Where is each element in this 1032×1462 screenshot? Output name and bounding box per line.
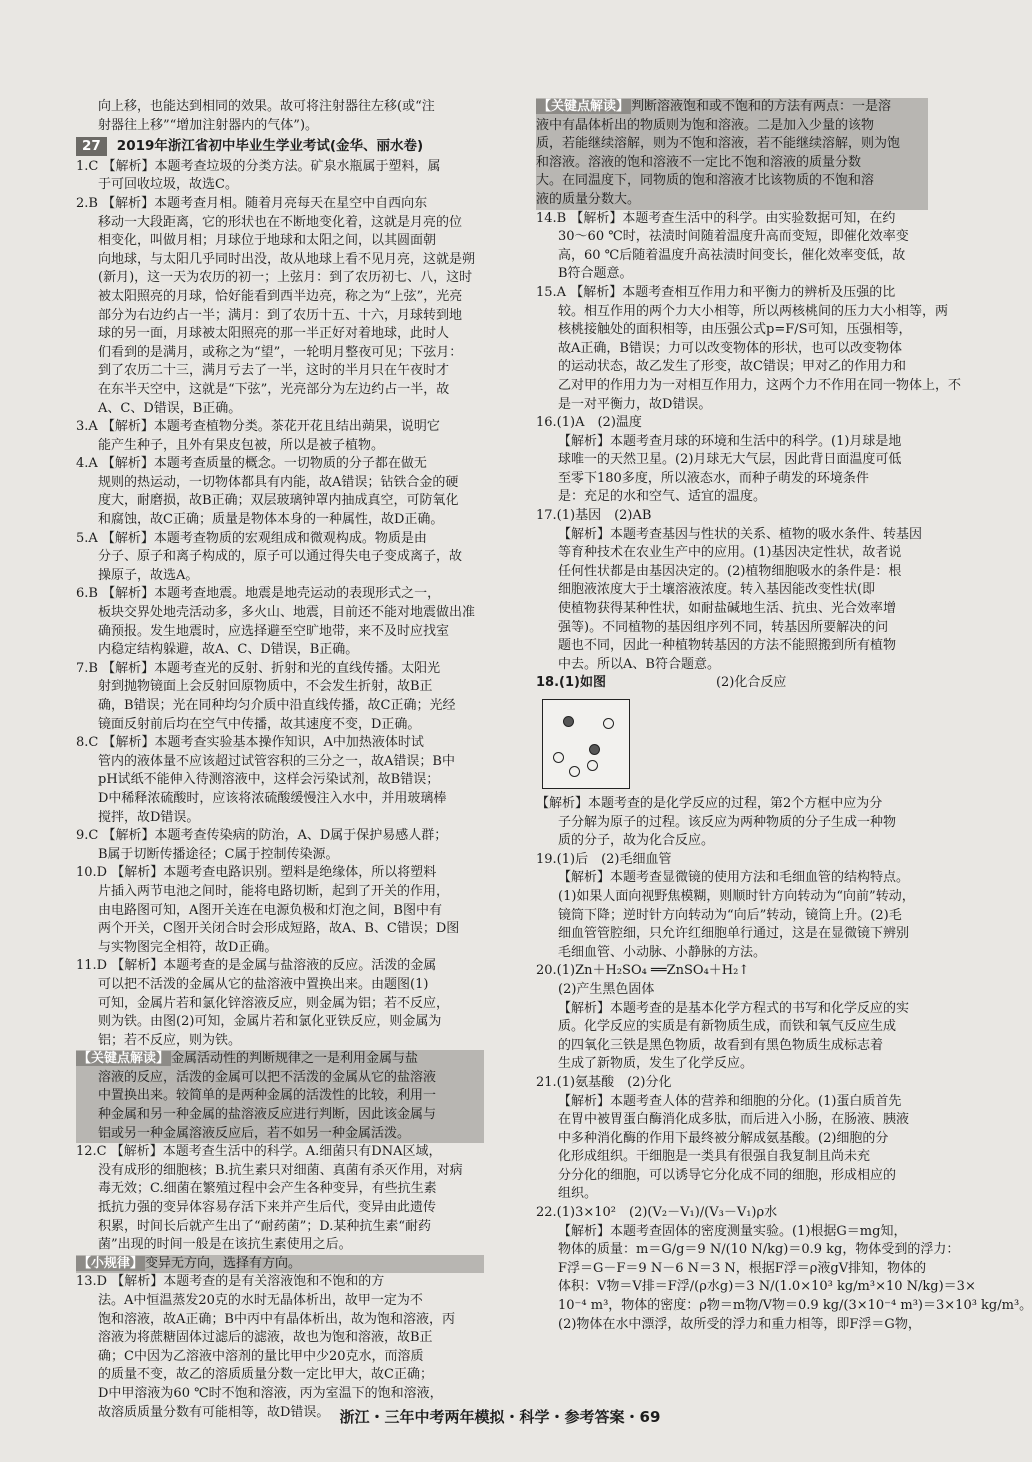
answer-line	[76, 362, 484, 381]
answer-line	[76, 1329, 484, 1348]
key-point-line	[76, 1087, 484, 1106]
answer-line	[76, 1292, 484, 1311]
line-text: pH试纸不能伸入待测溶液中，这样会污染试剂，故B错误；	[98, 772, 440, 788]
line-text: 体积：V物＝V排＝F浮/(ρ水g)＝3 N/(1.0×10³ kg/m³×10 N/kg)＝3×	[558, 1279, 976, 1295]
line-text: 抵抗力强的变异体容易存活下来并产生后代，变异由此遗传	[98, 1200, 437, 1216]
line-text: 向上移，也能达到相同的效果。故可将注射器往左移(或“注	[98, 99, 435, 114]
key-point-tag: 【小规律】	[78, 1255, 144, 1271]
answer-line	[76, 325, 484, 344]
line-text: 高，60 ℃后随着温度升高祛渍时间变长，催化效率变低，故	[558, 247, 906, 263]
answer-line	[76, 288, 484, 307]
line-text: 镜筒下降；逆时针方向转动为“向后”转动，镜筒上升。(2)毛	[558, 907, 902, 923]
line-text: 射器往上移”“增加注射器内的气体”)。	[98, 117, 319, 133]
answer-line	[76, 1162, 484, 1181]
line-text: 20.(1)Zn＋H₂SO₄ ══ZnSO₄＋H₂↑	[536, 963, 750, 979]
answer-line	[76, 976, 484, 995]
line-text: 10.D 【解析】本题考查电路识别。塑料是绝缘体，所以将塑料	[76, 865, 437, 881]
line-text: 可以把不活泼的金属从它的盐溶液中置换出来。由题图(1)	[98, 976, 429, 992]
answer-line	[536, 526, 928, 545]
line-text: B符合题意。	[558, 266, 633, 282]
answer-line	[536, 1074, 928, 1093]
right-column	[536, 98, 1032, 1334]
line-text: 质，若能继续溶解，则为不饱和溶液，若不能继续溶解，则为饱	[536, 136, 901, 152]
answer-line	[536, 962, 928, 981]
answer-line	[536, 1260, 928, 1279]
line-text: 毒无效；C.细菌在繁殖过程中会产生各种变异，有些抗生素	[98, 1181, 437, 1197]
answer-line	[76, 957, 484, 976]
line-text: 2.B 【解析】本题考查月相。随着月亮每天在星空中自西向东	[76, 195, 428, 211]
key-point-tag: 【关键点解读】	[538, 99, 630, 114]
answer-line	[536, 210, 928, 229]
answer-line	[536, 869, 928, 888]
answer-line	[536, 303, 949, 322]
answer-line	[536, 925, 928, 944]
answer-line	[536, 321, 928, 340]
line-text: 确；C中因为乙溶液中溶剂的量比甲中少20克水，而溶质	[98, 1348, 424, 1364]
answer-line	[536, 1167, 928, 1186]
line-text: 22.(1)3×10² (2)(V₂－V₁)/(V₃－V₁)ρ水	[536, 1205, 778, 1221]
answer-line	[76, 455, 484, 474]
answer-line	[76, 344, 484, 363]
key-point-line	[76, 1125, 484, 1144]
key-point-line	[76, 1106, 484, 1125]
line-text: 【解析】本题考查固体的密度测量实验。(1)根据G＝mg知，	[558, 1223, 907, 1239]
line-text: 移动一大段距离，它的形状也在不断地变化着，这就是月亮的位	[98, 214, 463, 230]
line-text: 【解析】本题考查的是化学反应的过程，第2个方框中应为分	[536, 796, 883, 811]
line-text: 质的分子，故为化合反应。	[558, 833, 715, 849]
answer-line	[76, 809, 484, 828]
line-text: 球的另一面，月球被太阳照亮的那一半正好对着地球，此时人	[98, 326, 450, 342]
key-point-line	[536, 98, 928, 117]
answer-line	[76, 1348, 484, 1367]
answer-line	[76, 474, 484, 493]
answer-line	[76, 1218, 484, 1237]
line-text: 较。相互作用的两个力大小相等，所以两核桃间的压力大小相等，两	[558, 303, 949, 319]
answer-line	[536, 907, 928, 926]
atom-hollow-icon	[587, 760, 598, 771]
line-text: 相变化，叫做月相；月球位于地球和太阳之间，以其圆面朝	[98, 233, 437, 249]
line-text: 大。在同温度下，同物质的饱和溶液才比该物质的不饱和溶	[536, 173, 875, 189]
answer-line	[536, 619, 928, 638]
key-point-tag: 【关键点解读】	[78, 1051, 170, 1067]
answer-line	[76, 307, 484, 326]
section-heading	[76, 137, 484, 156]
answer-line	[76, 251, 484, 270]
answer-line	[536, 637, 928, 656]
answer-line	[76, 1385, 484, 1404]
line-text: 子分解为原子的过程。该反应为两种物质的分子生成一种物	[558, 814, 897, 830]
answer-line	[536, 581, 928, 600]
line-text: 任何性状都是由基因决定的。(2)植物细胞吸水的条件是：根	[558, 563, 902, 579]
answer-line	[536, 944, 928, 963]
section-title: 2019年浙江省初中毕业生学业考试(金华、丽水卷)	[116, 138, 424, 155]
line-text: 使植物获得某种性状，如耐盐碱地生活、抗虫、光合效率增	[558, 601, 897, 617]
answer-line	[76, 1180, 484, 1199]
line-text: 可知，金属片若和氯化锌溶液反应，则金属为铝；若不反应，	[98, 995, 450, 1011]
key-point-line	[536, 154, 928, 173]
answer-line	[76, 492, 484, 511]
line-text: 至零下180多度，所以液态水，而种子萌发的环境条件	[558, 470, 869, 486]
line-text: 种金属和另一种金属的盐溶液反应进行判断，因此该金属与	[98, 1107, 437, 1123]
answer-line	[76, 511, 484, 530]
answer-line	[536, 851, 928, 870]
answer-line	[76, 902, 484, 921]
key-point-line	[536, 135, 928, 154]
answer-line	[76, 604, 484, 623]
answer-line	[76, 548, 484, 567]
line-text: 生成了新物质，发生了化学反应。	[558, 1056, 754, 1072]
answer-line	[76, 678, 484, 697]
line-text: 分子、原子和离子构成的，原子可以通过得失电子变成离子，故	[98, 549, 463, 565]
answer-line	[536, 1000, 928, 1019]
line-text: 30～60 ℃时，祛渍时间随着温度升高而变短，即催化效率变	[558, 229, 909, 245]
key-point-line	[76, 1255, 484, 1274]
line-text: 到了农历二十三，满月亏去了一半，这时的半月只在午夜时才	[98, 363, 450, 379]
line-text: 7.B 【解析】本题考查光的反射、折射和光的直线传播。太阳光	[76, 660, 441, 676]
answer-line	[536, 1223, 928, 1242]
line-text: 和溶液。溶液的饱和溶液不一定比不饱和溶液的质量分数	[536, 154, 862, 170]
line-text: 化形成组织。干细胞是一类具有很强自我复制且尚未充	[558, 1149, 871, 1165]
line-text: 镜面反射前后均在空气中传播，故其速度不变，D正确。	[98, 716, 421, 732]
answer-line	[536, 488, 928, 507]
line-text: 操原子，故选A。	[98, 567, 199, 583]
answer-line	[536, 507, 928, 526]
line-text: 判断溶液饱和或不饱和的方法有两点：一是溶	[631, 99, 892, 114]
line-text: 则为铁。由图(2)可知，金属片若和氯化亚铁反应，则金属为	[98, 1014, 442, 1030]
line-text: 在胃中被胃蛋白酶消化成多肽，而后进入小肠，在肠液、胰液	[558, 1112, 910, 1128]
line-text: 15.A 【解析】本题考查相互作用力和平衡力的辨析及压强的比	[536, 284, 896, 300]
answer-line	[536, 1297, 1032, 1316]
line-text: 搅拌，故D错误。	[98, 809, 200, 825]
line-text: 溶液的反应，活泼的金属可以把不活泼的金属从它的盐溶液	[98, 1069, 437, 1085]
answer-line	[76, 995, 484, 1014]
line-text: 5.A 【解析】本题考查物质的宏观组成和微观构成。物质是由	[76, 530, 427, 546]
answer-line	[536, 265, 928, 284]
line-text: 铝或另一种金属溶液反应后，若不如另一种金属活泼。	[98, 1125, 411, 1141]
answer-line	[536, 247, 928, 266]
answer-line	[536, 795, 928, 814]
line-text: 11.D 【解析】本题考查的是金属与盐溶液的反应。活泼的金属	[76, 958, 437, 974]
line-text: 1.C 【解析】本题考查垃圾的分类方法。矿泉水瓶属于塑料，属	[76, 158, 441, 174]
answer-line	[76, 753, 484, 772]
line-text: 【解析】本题考查基因与性状的关系、植物的吸水条件、转基因	[558, 526, 923, 542]
question-answer: 18.(1)如图	[536, 675, 606, 691]
line-text: 是一对平衡力，故D错误。	[558, 396, 712, 412]
line-text: 法。A中恒温蒸发20克的水时无晶体析出，故甲一定为不	[98, 1293, 423, 1308]
atom-hollow-icon	[553, 752, 564, 763]
atom-filled-icon	[563, 716, 574, 727]
answer-part-2: (2)化合反应	[715, 675, 787, 691]
atom-hollow-icon	[603, 718, 614, 729]
answer-line	[76, 939, 484, 958]
page-footer: 浙江・三年中考两年模拟・科学・参考答案・69	[339, 1408, 661, 1426]
answer-line	[536, 1278, 976, 1297]
answer-line	[536, 1018, 928, 1037]
answer-line	[76, 585, 484, 604]
line-text: 铝；若不反应，则为铁。	[98, 1032, 242, 1048]
answer-line	[536, 1037, 928, 1056]
answer-line	[76, 530, 484, 549]
answer-line	[536, 600, 928, 619]
answer-line	[76, 1143, 484, 1162]
line-text: 【解析】本题考查显微镜的使用方法和毛细血管的结构特点。	[558, 870, 910, 886]
answer-line	[536, 340, 928, 359]
answer-line	[536, 358, 928, 377]
line-text: 中多种消化酶的作用下最终被分解成氨基酸。(2)细胞的分	[558, 1130, 889, 1146]
atom-hollow-icon	[569, 766, 580, 777]
line-text: 组织。	[558, 1186, 598, 1202]
line-text: 片插入两节电池之间时，能将电路切断，起到了开关的作用，	[98, 883, 450, 899]
line-text: 两个开关，C图开关闭合时会形成短路，故A、B、C错误；D图	[98, 921, 460, 937]
line-text: 被太阳照亮的月球，恰好能看到西半边亮，称之为“上弦”，光亮	[98, 288, 463, 304]
answer-line	[536, 832, 928, 851]
line-text: 板块交界处地壳活动多，多火山、地震，目前还不能对地震做出准	[98, 605, 476, 621]
answer-line	[76, 623, 484, 642]
line-text: 能产生种子，且外有果皮包被，所以是被子植物。	[98, 437, 385, 453]
answer-line	[76, 1311, 484, 1330]
answer-line	[536, 414, 928, 433]
line-text: 射到抛物镜面上会反射回原物质中，不会发生折射，故B正	[98, 679, 433, 695]
answer-line	[76, 864, 484, 883]
line-text: F浮＝G－F＝9 N－6 N＝3 N，根据F浮＝ρ液gV排知，物体的	[558, 1260, 927, 1276]
answer-line	[536, 284, 928, 303]
answer-line	[76, 1273, 484, 1292]
line-text: 17.(1)基因 (2)AB	[536, 508, 652, 524]
line-text: 16.(1)A (2)温度	[536, 415, 642, 431]
section-number-badge: 27	[76, 137, 107, 156]
line-text: (2)物体在水中漂浮，故所受的浮力和重力相等，即F浮＝G物，	[558, 1316, 921, 1332]
key-point-line	[76, 1069, 484, 1088]
answer-line	[536, 656, 928, 675]
answer-line	[76, 98, 484, 117]
line-text: 故溶质质量分数有可能相等，故D错误。	[98, 1404, 330, 1420]
answer-line	[536, 1204, 928, 1223]
answer-line	[76, 418, 484, 437]
answer-line	[76, 400, 484, 419]
line-text: 溶液为将蔗糖固体过滤后的滤液，故也为饱和溶液，故B正	[98, 1330, 433, 1346]
line-text: 质。化学反应的实质是有新物质生成，而铁和氧气反应生成	[558, 1019, 897, 1035]
line-text: 由电路图可知，A图开关连在电源负极和灯泡之间，B图中有	[98, 902, 442, 918]
line-text: 向地球，与太阳几乎同时出没，故从地球上看不见月亮，这就是朔	[98, 251, 476, 267]
line-text: 管内的液体量不应该超过试管容积的三分之一，故A错误；B中	[98, 753, 455, 769]
answer-line	[76, 214, 484, 233]
answer-line	[536, 563, 928, 582]
answer-line	[76, 734, 484, 753]
key-point-line	[536, 117, 928, 136]
line-text: 液的质量分数大。	[536, 191, 641, 207]
answer-line	[536, 1130, 928, 1149]
line-text: 【解析】本题考查人体的营养和细胞的分化。(1)蛋白质首先	[558, 1093, 902, 1109]
answer-line	[536, 1316, 928, 1335]
line-text: 的质量不变，故乙的溶质质量分数一定比甲大，故C正确；	[98, 1367, 433, 1383]
answer-line	[536, 396, 928, 415]
key-point-line	[536, 191, 928, 210]
line-text: (2)产生黑色固体	[558, 981, 655, 997]
line-text: 与实物图完全相符，故D正确。	[98, 939, 278, 955]
line-text: 饱和溶液，故A正确；B中丙中有晶体析出，故为饱和溶液，丙	[98, 1311, 455, 1327]
answer-line	[76, 1013, 484, 1032]
line-text: 9.C 【解析】本题考查传染病的防治，A、D属于保护易感人群；	[76, 828, 448, 844]
answer-line	[76, 232, 484, 251]
answer-line	[536, 1055, 928, 1074]
line-text: 21.(1)氨基酸 (2)分化	[536, 1074, 672, 1090]
line-text: B属于切断传播途径；C属于控制传染源。	[98, 846, 339, 862]
line-text: 强等)。不同植物的基因组序列不同，转基因所要解决的问	[558, 619, 889, 635]
line-text: A、C、D错误，B正确。	[98, 400, 242, 416]
answer-line	[76, 716, 484, 735]
line-text: 10⁻⁴ m³，物体的密度：ρ物＝m物/V物＝0.9 kg/(3×10⁻⁴ m³)＝3×10³ kg/m³。	[558, 1298, 1032, 1314]
answer-line	[536, 814, 928, 833]
key-point-line	[76, 1050, 484, 1069]
answer-line	[536, 451, 928, 470]
line-text: 分分化的细胞，可以诱导它分化成不同的细胞，形成相应的	[558, 1167, 897, 1183]
line-text: 的四氧化三铁是黑色物质，故看到有黑色物质生成标志着	[558, 1037, 884, 1053]
line-text: 变异无方向，选择有方向。	[145, 1255, 302, 1271]
line-text: 【解析】本题考查的是基本化学方程式的书写和化学反应的实	[558, 1000, 910, 1016]
answer-line	[536, 1241, 960, 1260]
line-text: 液中有晶体析出的物质则为饱和溶液。二是加入少量的该物	[536, 117, 875, 133]
answer-line	[536, 981, 928, 1000]
line-text: 12.C 【解析】本题考查生活中的科学。A.细菌只有DNA区域，	[76, 1144, 442, 1160]
line-text: 毛细血管、小动脉、小静脉的方法。	[558, 944, 767, 960]
line-text: 在东半天空中，这就是“下弦”，光亮部分为左边约占一半，故	[98, 381, 450, 397]
line-text: 于可回收垃圾，故选C。	[98, 177, 238, 193]
line-text: 积累，时间长后就产生出了“耐药菌”；D.某种抗生素“耐药	[98, 1218, 432, 1234]
line-text: 故A正确，B错误；力可以改变物体的形状，也可以改变物体	[558, 340, 902, 356]
answer-line	[536, 544, 928, 563]
answer-line	[536, 470, 928, 489]
line-text: 19.(1)后 (2)毛细血管	[536, 851, 672, 867]
line-text: 13.D 【解析】本题考查的是有关溶液饱和不饱和的方	[76, 1274, 385, 1290]
line-text: 部分为右边约占一半；满月：到了农历十五、十六，月球转到地	[98, 307, 463, 323]
answer-line	[76, 158, 484, 177]
line-text: D中稀释浓硫酸时，应该将浓硫酸缓慢注入水中，并用玻璃棒	[98, 790, 447, 806]
atom-filled-icon	[589, 744, 600, 755]
answer-line	[76, 117, 484, 136]
line-text: 题也不同，因此一种植物转基因的方法不能照搬到所有植物	[558, 638, 897, 654]
answer-line	[76, 1236, 484, 1255]
answer-line	[76, 381, 484, 400]
line-text: 中置换出来。较简单的是两种金属的活泼性的比较，利用一	[98, 1088, 437, 1104]
line-text: 球唯一的天然卫星。(2)月球无大气层，因此背日面温度可低	[558, 452, 902, 468]
reaction-diagram-box	[542, 699, 630, 789]
answer-line	[536, 1093, 928, 1112]
answer-line	[536, 1148, 928, 1167]
answer-line	[536, 1185, 928, 1204]
line-text: 物体的质量：m＝G/g＝9 N/(10 N/kg)＝0.9 kg，物体受到的浮力：	[558, 1242, 960, 1258]
answer-line	[76, 1032, 484, 1051]
answer-line	[76, 697, 484, 716]
answer-line	[536, 1111, 928, 1130]
answer-line	[76, 641, 484, 660]
line-text: 菌”出现的时间一般是在该抗生素使用之后。	[98, 1237, 352, 1253]
line-text: 确，B错误；光在同种均匀介质中沿直线传播，故C正确；光经	[98, 698, 456, 713]
answer-line	[76, 269, 484, 288]
answer-line	[536, 674, 928, 693]
key-point-line	[536, 172, 928, 191]
answer-line	[536, 377, 962, 396]
answer-line	[76, 790, 484, 809]
line-text: 等育种技术在农业生产中的应用。(1)基因决定性状，故者说	[558, 545, 902, 561]
answer-line	[76, 660, 484, 679]
line-text: D中甲溶液为60 ℃时不饱和溶液，丙为室温下的饱和溶液，	[98, 1385, 443, 1401]
answer-line	[76, 176, 484, 195]
answer-line	[536, 433, 928, 452]
line-text: 14.B 【解析】本题考查生活中的科学。由实验数据可知，在约	[536, 210, 896, 226]
line-text: 【解析】本题考查月球的环境和生活中的科学。(1)月球是地	[558, 433, 902, 449]
answer-line	[76, 771, 484, 790]
line-text: 规则的热运动，一切物体都具有内能，故A错误；钻铁合金的硬	[98, 474, 459, 490]
line-text: (1)如果人面向视野焦模糊，则顺时针方向转动为“向前”转动，	[558, 888, 915, 904]
answer-line	[536, 228, 928, 247]
line-text: 6.B 【解析】本题考查地震。地震是地壳运动的表现形式之一，	[76, 586, 441, 602]
answer-line	[76, 827, 484, 846]
answer-line	[76, 846, 484, 865]
line-text: 细血管管腔细，只允许红细胞单行通过，这是在显微镜下辨别	[558, 926, 910, 942]
line-text: 没有成形的细胞核；B.抗生素只对细菌、真菌有杀灭作用，对病	[98, 1162, 463, 1178]
line-text: 金属活动性的判断规律之一是利用金属与盐	[171, 1051, 419, 1067]
answer-line	[76, 883, 484, 902]
line-text: 中去。所以A、B符合题意。	[558, 656, 720, 672]
answer-line	[536, 888, 928, 907]
line-text: (新月)，这一天为农历的初一；上弦月：到了农历初七、八，这时	[98, 270, 473, 286]
line-text: 3.A 【解析】本题考查植物分类。茶花开花且结出蒴果，说明它	[76, 419, 440, 435]
answer-line	[76, 195, 484, 214]
line-text: 们看到的是满月，或称之为“望”，一轮明月整夜可见；下弦月：	[98, 344, 463, 360]
line-text: 内稳定结构躲避，故A、C、D错误，B正确。	[98, 642, 359, 658]
answer-line	[76, 920, 484, 939]
line-text: 乙对甲的作用力为一对相互作用力，这两个力不作用在同一物体上，不	[558, 377, 962, 393]
line-text: 度大，耐磨损，故B正确；双层玻璃钟罩内抽成真空，可防氧化	[98, 493, 459, 509]
left-column	[76, 98, 484, 1422]
answer-line	[76, 567, 484, 586]
line-text: 确预报。发生地震时，应选择避至空旷地带，来不及时应找室	[98, 623, 450, 639]
line-text: 细胞液浓度大于土壤溶液浓度。转入基因能改变性状(即	[558, 582, 876, 598]
line-text: 4.A 【解析】本题考查质量的概念。一切物质的分子都在做无	[76, 456, 427, 472]
line-text: 8.C 【解析】本题考查实验基本操作知识，A中加热液体时试	[76, 735, 424, 751]
answer-line	[76, 437, 484, 456]
line-text: 是：充足的水和空气、适宜的温度。	[558, 489, 767, 505]
line-text: 的运动状态，故乙发生了形变，故C错误；甲对乙的作用力和	[558, 359, 906, 375]
answer-line	[76, 1366, 484, 1385]
line-text: 核桃接触处的面积相等，由压强公式p=F/S可知，压强相等，	[558, 322, 912, 338]
line-text: 和腐蚀，故C正确；质量是物体本身的一种属性，故D正确。	[98, 512, 444, 528]
answer-line	[76, 1199, 484, 1218]
